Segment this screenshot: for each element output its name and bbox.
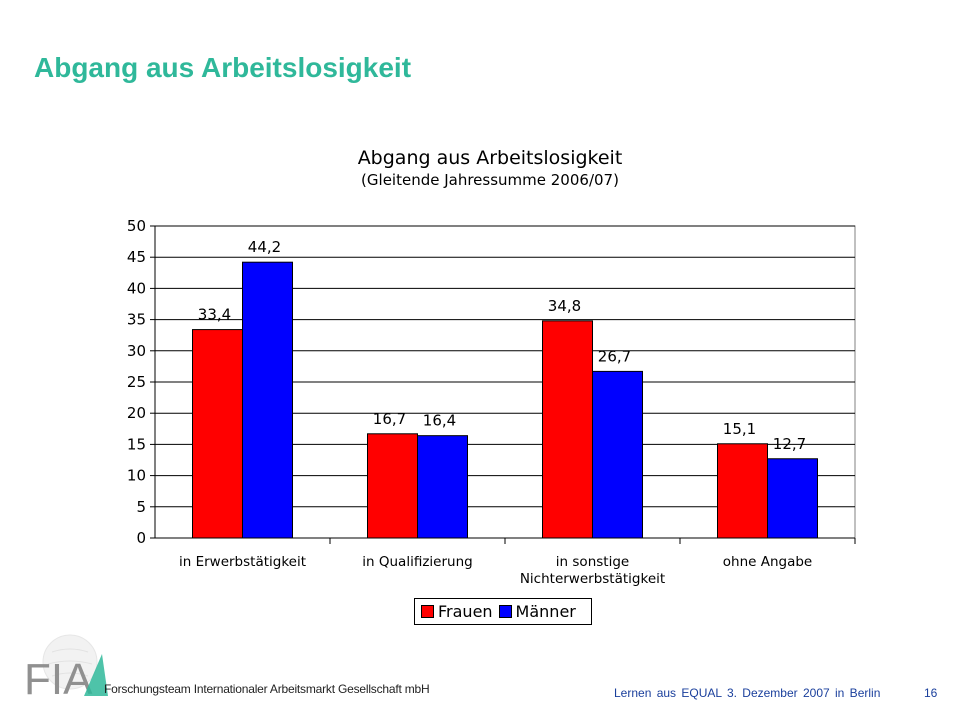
y-tick-label: 15 xyxy=(126,435,146,454)
y-tick-label: 45 xyxy=(126,248,146,267)
footer-company-name: Forschungsteam Internationaler Arbeitsmarkt Gesellschaft mbH xyxy=(104,682,430,696)
y-tick-label: 20 xyxy=(126,404,146,423)
chart-title: Abgang aus Arbeitslosigkeit xyxy=(357,147,623,169)
legend-swatch-maenner xyxy=(499,605,512,618)
legend-swatch-frauen xyxy=(421,605,434,618)
bar-männer-3 xyxy=(768,459,818,538)
bar-frauen-0 xyxy=(193,330,243,538)
y-tick-label: 30 xyxy=(126,341,146,360)
bar-frauen-2 xyxy=(543,321,593,538)
x-tick-label: in Erwerbstätigkeit xyxy=(178,554,307,570)
data-label: 16,4 xyxy=(422,411,457,430)
chart-subtitle: (Gleitende Jahressumme 2006/07) xyxy=(361,171,619,189)
x-tick-label: in Qualifizierung xyxy=(362,554,473,570)
logo-text: FIA xyxy=(24,655,93,698)
data-label: 34,8 xyxy=(547,296,582,315)
legend-item-maenner xyxy=(499,602,576,621)
data-label: 16,7 xyxy=(372,409,407,428)
bar-frauen-1 xyxy=(368,434,418,538)
footer-event: Lernen aus EQUAL 3. Dezember 2007 in Berlin xyxy=(614,686,881,700)
slide-title: Abgang aus Arbeitslosigkeit xyxy=(34,52,412,83)
y-tick-label: 25 xyxy=(126,373,146,391)
bar-männer-1 xyxy=(418,436,468,538)
data-label: 33,4 xyxy=(197,305,232,324)
x-tick-label: ohne Angabe xyxy=(722,554,813,570)
bar-männer-2 xyxy=(593,371,643,538)
legend-label-frauen: Frauen xyxy=(438,602,493,621)
legend-label-maenner: Männer xyxy=(515,602,576,621)
bar-frauen-3 xyxy=(718,444,768,538)
y-tick-label: 5 xyxy=(136,497,146,516)
bar-männer-0 xyxy=(243,262,293,538)
page-number: 16 xyxy=(924,686,938,700)
chart-legend xyxy=(414,598,592,625)
y-tick-label: 35 xyxy=(126,310,146,329)
y-tick-label: 10 xyxy=(126,466,146,485)
data-label: 12,7 xyxy=(772,434,807,453)
y-tick-label: 50 xyxy=(126,217,146,235)
y-tick-label: 40 xyxy=(126,279,146,298)
legend-item-frauen xyxy=(421,602,493,621)
data-label: 15,1 xyxy=(722,419,757,438)
y-tick-label: 0 xyxy=(136,529,146,547)
x-tick-label: in sonstige xyxy=(555,554,630,570)
fia-logo xyxy=(22,634,112,698)
data-label: 44,2 xyxy=(247,238,282,257)
x-tick-label: Nichterwerbstätigkeit xyxy=(519,571,666,587)
data-label: 26,7 xyxy=(597,347,632,366)
